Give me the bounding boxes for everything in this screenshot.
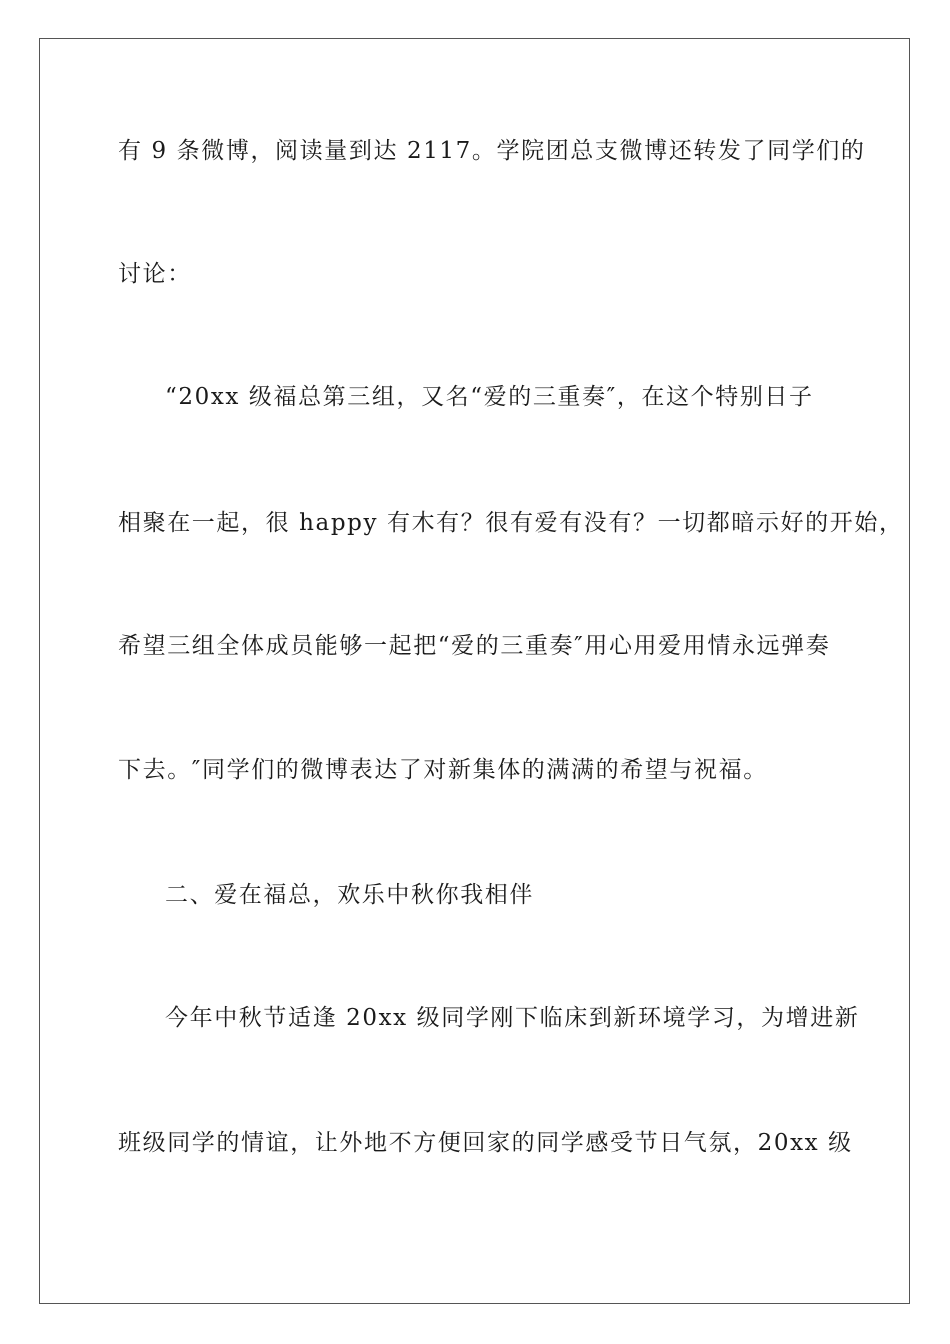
paragraph-line-6: 下去。″同学们的微博表达了对新集体的满满的希望与祝福。 [118, 757, 768, 783]
paragraph-line-3: “20xx 级福总第三组，又名“爱的三重奏″，在这个特别日子 [165, 384, 814, 410]
paragraph-line-8: 班级同学的情谊，让外地不方便回家的同学感受节日气氛，20xx 级 [118, 1130, 853, 1156]
paragraph-line-2: 讨论： [118, 261, 192, 287]
paragraph-line-4: 相聚在一起，很 happy 有木有？很有爱有没有？一切都暗示好的开始， [118, 510, 904, 536]
paragraph-line-5: 希望三组全体成员能够一起把“爱的三重奏″用心用爱用情永远弹奏 [118, 633, 831, 659]
paragraph-line-1: 有 9 条微博，阅读量到达 2117。学院团总支微博还转发了同学们的 [118, 138, 866, 164]
paragraph-line-7: 今年中秋节适逢 20xx 级同学刚下临床到新环境学习，为增进新 [165, 1005, 860, 1031]
section-heading: 二、爱在福总，欢乐中秋你我相伴 [165, 882, 534, 908]
page-frame [39, 38, 910, 1304]
